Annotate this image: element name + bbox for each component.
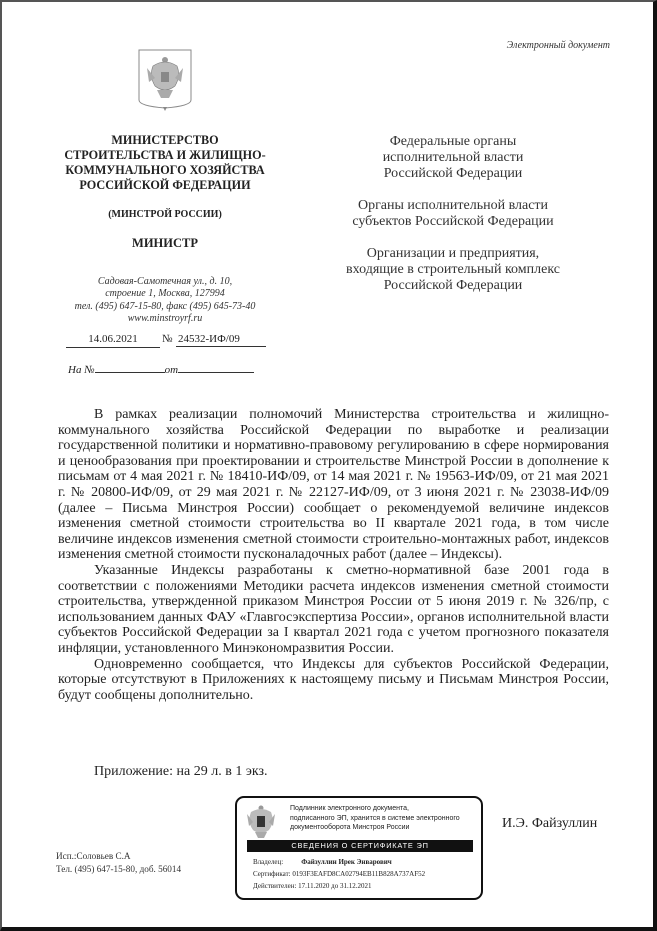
electronic-document-label: Электронный документ bbox=[506, 40, 610, 51]
address-line: Садовая-Самотечная ул., д. 10, bbox=[97, 276, 233, 287]
addressee-line: Организации и предприятия, bbox=[366, 246, 540, 261]
document-number: 24532-ИФ/09 bbox=[176, 333, 266, 347]
body-paragraph: Одновременно сообщается, что Индексы для субъектов Российской Федерации, которые отсутствуют в Приложениях к настоящему письму и Письмам Минстроя России, будут сообщены дополнительно. bbox=[58, 656, 609, 703]
number-sign: № bbox=[162, 333, 173, 345]
addressee-block bbox=[318, 134, 588, 182]
registration-line bbox=[66, 333, 266, 348]
reply-label: На № bbox=[68, 364, 95, 376]
address-line: www.minstroyrf.ru bbox=[127, 312, 203, 324]
position-title: МИНИСТР bbox=[132, 236, 198, 250]
stamp-note-line: Подлинник электронного документа, bbox=[290, 805, 409, 812]
executor-phone: Тел. (495) 647-15-80, доб. 56014 bbox=[56, 864, 182, 874]
body-paragraph: Указанные Индексы разработаны к сметно-нормативной базе 2001 года в соответствии с положениями Методики расчета индексов изменения сметной стоимости строительства, утвержденной приказом Минстроя России от 5 июня 2019 г. № 326/пр, с использованием данных ФАУ «Главгосэкспертиза России», органов исполнительной власти субъектов Российской Федерации за I квартал 2021 года с учетом прогнозного показателя инфляции, установленного Минэкономразвития России. bbox=[58, 562, 609, 656]
owner-row bbox=[253, 858, 392, 867]
ministry-line: СТРОИТЕЛЬСТВА И ЖИЛИЩНО- bbox=[64, 148, 266, 162]
reply-reference bbox=[68, 362, 254, 376]
addressees bbox=[318, 134, 588, 310]
ministry-name bbox=[40, 133, 290, 193]
certificate-validity: Действителен: 17.11.2020 до 31.12.2021 bbox=[253, 882, 372, 890]
body-paragraph: В рамках реализации полномочий Министерства строительства и жилищно-коммунального хозяйства Российской Федерации по выработке и реализации государственной политики и нормативно-правовому регулированию в сфере нормирования и ценообразования при проектировании и строительстве Минстрой России в дополнение к письмам от 4 мая 2021 г. № 18410-ИФ/09, от 14 мая 2021 г. № 19563-ИФ/09, от 21 мая 2021 г. № 20800-ИФ/09, от 29 мая 2021 г. № 22127-ИФ/09, от 3 июня 2021 г. № 23038-ИФ/09 (далее – Письма Минстроя России) сообщает о рекомендуемой величине индексов изменения сметной стоимости строительства во II квартале 2021 года, в том числе величине индексов изменения сметной стоимости строительно-монтажных работ, индексов изменения сметной стоимости пусконаладочных работ (далее – Индексы). bbox=[58, 407, 609, 563]
ministry-line: РОССИЙСКОЙ ФЕДЕРАЦИИ bbox=[79, 178, 251, 192]
addressee-block bbox=[318, 198, 588, 230]
address-line: строение 1, Москва, 127994 bbox=[105, 288, 225, 300]
reply-date-blank bbox=[178, 362, 254, 373]
coat-of-arms-icon bbox=[137, 48, 193, 114]
stamp-note-line: подписанного ЭП, хранится в системе электронного bbox=[290, 814, 460, 822]
stamp-note bbox=[290, 804, 460, 833]
addressee-line: субъектов Российской Федерации bbox=[352, 214, 554, 229]
addressee-line: Российской Федерации bbox=[383, 166, 523, 181]
document-date: 14.06.2021 bbox=[66, 333, 160, 348]
addressee-line: Федеральные органы bbox=[389, 134, 517, 149]
ministry-line: КОММУНАЛЬНОГО ХОЗЯЙСТВА bbox=[65, 163, 265, 177]
owner-name: Файзуллин Ирек Энварович bbox=[301, 858, 392, 866]
stamp-emblem-icon bbox=[245, 804, 277, 840]
appendix-note: Приложение: на 29 л. в 1 экз. bbox=[94, 764, 268, 779]
addressee-block bbox=[318, 246, 588, 294]
executor-info bbox=[56, 850, 181, 876]
electronic-signature-stamp bbox=[235, 796, 483, 900]
address-line: тел. (495) 647-15-80, факс (495) 645-73-40 bbox=[74, 300, 256, 312]
executor-name: Исп.:Соловьев С.А bbox=[56, 851, 131, 861]
certificate-number: Сертификат: 0193F3EAFD8CA02794EB11B828A737AF52 bbox=[253, 870, 426, 878]
sender-address bbox=[40, 276, 290, 325]
reply-number-blank bbox=[95, 362, 165, 373]
stamp-note-line: документооборота Минстроя России bbox=[290, 824, 410, 831]
ministry-line: МИНИСТЕРСТВО bbox=[111, 133, 219, 147]
addressee-line: входящие в строительный комплекс bbox=[346, 262, 560, 277]
letter-body bbox=[58, 407, 609, 703]
ministry-short-name: (МИНСТРОЙ РОССИИ) bbox=[108, 209, 222, 220]
addressee-line: Органы исполнительной власти bbox=[357, 198, 549, 213]
reply-from-label: от bbox=[164, 364, 179, 376]
signer-name: И.Э. Файзуллин bbox=[502, 816, 598, 831]
owner-label: Владелец: bbox=[253, 858, 284, 866]
addressee-line: Российской Федерации bbox=[383, 278, 523, 293]
certificate-header: СВЕДЕНИЯ О СЕРТИФИКАТЕ ЭП bbox=[247, 840, 473, 852]
addressee-line: исполнительной власти bbox=[382, 150, 524, 165]
